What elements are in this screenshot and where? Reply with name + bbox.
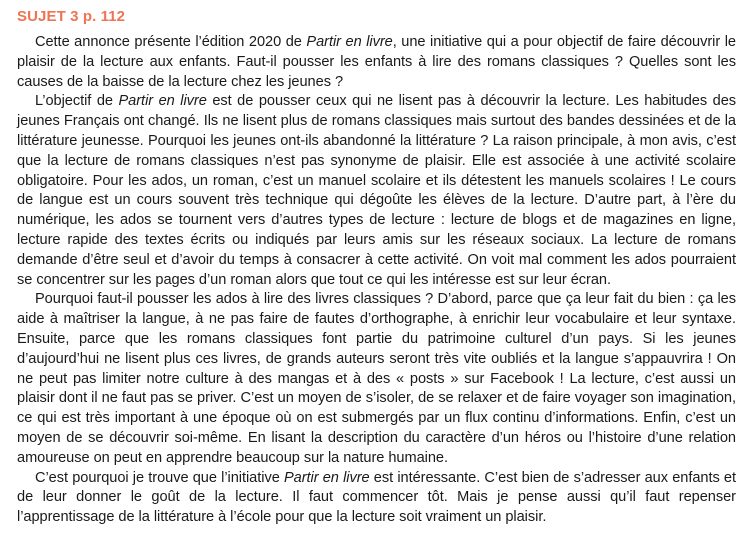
paragraph-3 <box>17 290 736 468</box>
essay-body <box>17 33 736 528</box>
text-run: est intéressante. C’est bien de s’adresser aux enfants et de leur donner le goût de la lecture. Il faut commencer tôt. Mais je pense aussi qu’il faut repenser l’apprentissage de la littérature à l’école pour que la lecture soit vraiment un plaisir. <box>17 469 736 526</box>
text-run: , une initiative qui a pour objectif de faire découvrir le plaisir de la lecture aux enfants. Faut-il pousser les enfants à lire des romans classiques ? Quelles sont les causes de la baisse de la lecture chez les jeunes ? <box>17 34 736 90</box>
italic-title: Partir en livre <box>306 34 393 50</box>
paragraph-4 <box>17 469 736 528</box>
paragraph-1 <box>17 33 736 92</box>
italic-title: Partir en livre <box>283 469 370 486</box>
text-run: Cette annonce présente l’édition 2020 de <box>35 34 307 50</box>
text-run: C’est pourquoi je trouve que l’initiative <box>35 469 284 486</box>
text-run: L’objectif de <box>35 93 119 110</box>
italic-title: Partir en livre <box>118 93 207 110</box>
text-run: Pourquoi faut-il pousser les ados à lire des livres classiques ? D’abord, parce que ça leur fait du bien : ça les aide à maîtriser la langue, à ne pas faire de fautes d’orthographe, à enrichir leur vocabulaire et leur syntaxe. Ensuite, parce que les romans classiques font partie du patrimoine culturel d’un pays. Si les jeunes d’aujourd’hui ne lisent plus ces livres, de grands auteurs seront très vite oubliés et la langue s’appauvrira ! On ne peut pas limiter notre culture à des mangas et à des « posts » sur Facebook ! La lecture, c’est aussi un plaisir dont il ne faut pas se priver. C’est un moyen de s’isoler, de se relaxer et de faire voyager son imagination, ce qui est très important à une époque où on est submergés par un flux continu d’informations. Enfin, c’est un moyen de se découvrir soi-même. En lisant la description du caractère d’un héros ou l’histoire d’une relation amoureuse on peut en apprendre beaucoup sur la nature humaine. <box>17 291 736 466</box>
section-heading: SUJET 3 p. 112 <box>17 8 126 25</box>
text-run: est de pousser ceux qui ne lisent pas à découvrir la lecture. Les habitudes des jeunes Français ont changé. Ils ne lisent plus de romans classiques mais surtout des bandes dessinées et de la littérature jeunesse. Pourquoi les jeunes ont-ils abandonné la littérature ? La raison principale, à mon avis, c’est que la lecture de romans classiques n’est pas synonyme de plaisir. Elle est associée à une activité scolaire obligatoire. Pour les ados, un roman, c’est un manuel scolaire et ils détestent les manuels scolaires ! Le cours de langue est un cours souvent très technique qui dégoûte les élèves de la lecture. D’autre part, à l’ère du numérique, les ados se tournent vers d’autres types de lecture : lecture de blogs et de magazines en ligne, lecture rapide des textes écrits ou indiqués par leurs amis sur les réseaux sociaux. La lecture de romans demande d’être seul et d’avoir du temps à consacrer à cette activité. On voit mal comment les ados pourraient se concentrer sur les pages d’un roman alors que tout ce qui les intéresse est sur leur écran. <box>17 93 737 288</box>
paragraph-2 <box>17 92 736 290</box>
